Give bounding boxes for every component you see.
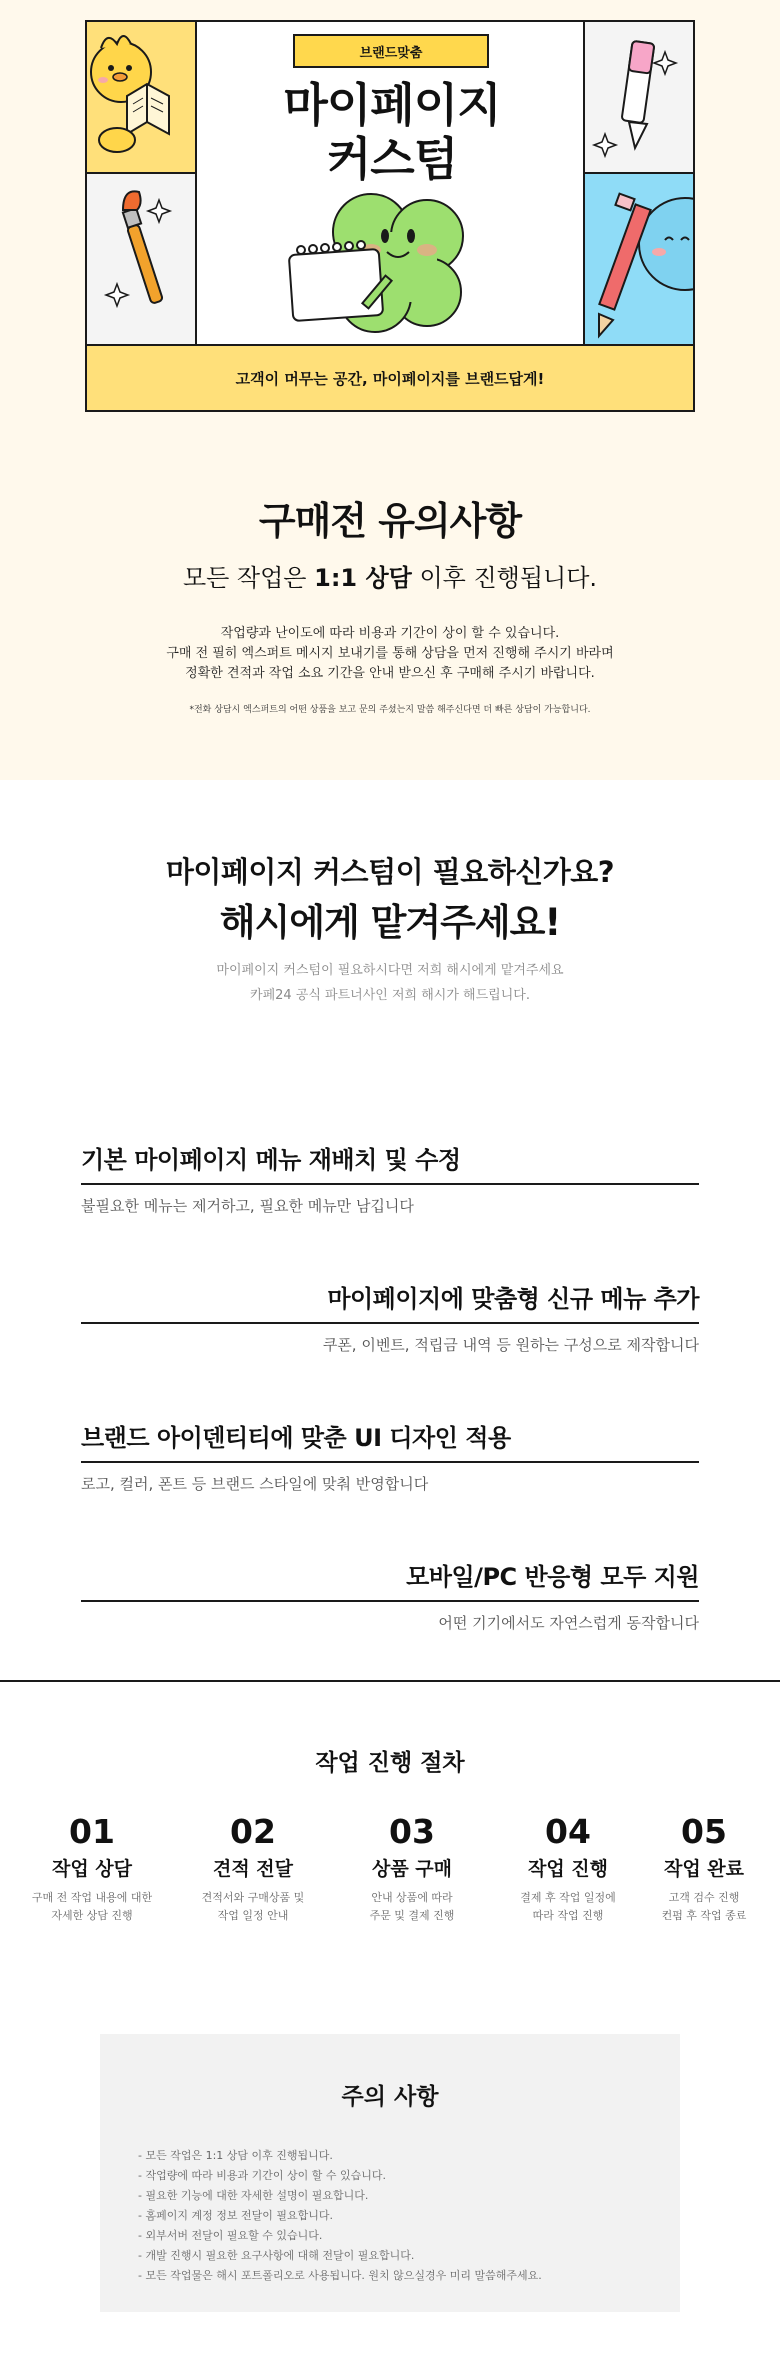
feature-item [81,1140,699,1216]
caution-item: - 개발 진행시 필요한 요구사항에 대해 전달이 필요합니다. [138,2249,415,2262]
step-desc-line: 작업 일정 안내 [217,1909,289,1922]
caution-item: - 모든 작업은 1:1 상담 이후 진행됩니다. [138,2149,333,2162]
caution-item: - 홈페이지 계정 정보 전달이 필요합니다. [138,2209,333,2222]
feature-desc: 불필요한 메뉴는 제거하고, 필요한 메뉴만 남깁니다 [81,1197,414,1215]
caution-box [100,2034,680,2312]
pen-icon [585,22,693,174]
process-step [634,1814,774,1925]
notice-subtitle [0,558,780,593]
step-desc-line: 견적서와 구매상품 및 [201,1891,305,1904]
step-desc-line: 자세한 상담 진행 [51,1909,133,1922]
step-desc-line: 결제 후 작업 일정에 [520,1891,616,1904]
step-desc [342,1889,482,1925]
step-number: 01 [69,1812,115,1851]
step-name: 견적 전달 [212,1858,294,1880]
feature-desc: 쿠폰, 이벤트, 적립금 내역 등 원하는 구성으로 제작합니다 [322,1336,699,1354]
step-desc-line: 따라 작업 진행 [532,1909,604,1922]
caution-item: - 모든 작업물은 해시 포트폴리오로 사용됩니다. 원치 않으실경우 미리 말씀해주세요. [138,2269,542,2282]
step-number: 05 [681,1812,727,1851]
step-number: 04 [545,1812,591,1851]
notice-subtitle-prefix: 모든 작업은 [182,564,315,592]
notice-body-line: 구매 전 필히 엑스퍼트 메시지 보내기를 통해 상담을 먼저 진행해 주시기 바라며 [166,646,614,661]
process-title: 작업 진행 절차 [315,1750,465,1776]
hero-title-line2: 커스텀 [326,132,458,186]
feature-title: 브랜드 아이덴티티에 맞춘 UI 디자인 적용 [81,1418,699,1463]
feature-title: 마이페이지에 맞춤형 신규 메뉴 추가 [81,1279,699,1324]
feature-item [81,1557,699,1633]
feature-desc: 어떤 기기에서도 자연스럽게 동작합니다 [438,1614,699,1632]
intro-description [0,958,780,1008]
caution-list [138,2146,542,2286]
step-name: 작업 상담 [51,1858,133,1880]
process-step [22,1814,162,1925]
paintbrush-icon [87,174,197,346]
hero-title [197,78,587,186]
caution-section [0,1984,780,2312]
step-name: 상품 구매 [371,1858,453,1880]
intro-desc-line: 카페24 공식 파트너사인 저희 해시가 해드립니다. [250,988,530,1003]
step-number: 02 [230,1812,276,1851]
duck-panel [87,22,197,174]
notice-subtitle-bold: 1:1 상담 [314,564,412,592]
duck-reading-icon [87,22,197,174]
notice-body-line: 작업량과 난이도에 따라 비용과 기간이 상이 할 수 있습니다. [220,626,560,641]
process-step [183,1814,323,1925]
sparkle-icon [654,52,676,74]
pencil-panel [583,174,693,346]
feature-title: 기본 마이페이지 메뉴 재배치 및 수정 [81,1140,699,1185]
caution-title: 주의 사항 [341,2084,439,2110]
intro-desc-line: 마이페이지 커스텀이 필요하시다면 저희 해시에게 맡겨주세요 [216,963,564,978]
feature-title: 모바일/PC 반응형 모두 지원 [81,1557,699,1602]
step-name: 작업 완료 [663,1858,745,1880]
process-section [0,1682,780,1984]
caution-item: - 외부서버 전달이 필요할 수 있습니다. [138,2229,323,2242]
hero-section [0,0,780,780]
hero-title-line1: 마이페이지 [283,78,501,132]
feature-item [81,1418,699,1494]
intro-cta: 해시에게 맡겨주세요! [219,901,561,944]
feature-item [81,1279,699,1355]
step-desc-line: 구매 전 작업 내용에 대한 [31,1891,153,1904]
pen-panel [583,22,693,174]
hero-badge: 브랜드맞춤 [293,34,489,68]
notice-subtitle-suffix: 이후 진행됩니다. [411,564,598,592]
step-desc-line: 안내 상품에 따라 [371,1891,453,1904]
sparkle-icon [148,200,170,222]
step-desc [183,1889,323,1925]
step-desc [634,1889,774,1925]
clover-mascot-icon [287,192,507,342]
step-desc-line: 고객 검수 진행 [668,1891,740,1904]
notice-body-line: 정확한 견적과 작업 소요 기간을 안내 받으신 후 구매해 주시기 바랍니다. [185,666,595,681]
step-desc [498,1889,638,1925]
process-step [498,1814,638,1925]
caution-item: - 작업량에 따라 비용과 기간이 상이 할 수 있습니다. [138,2169,386,2182]
notice-small-print: *전화 상담시 엑스퍼트의 어떤 상품을 보고 문의 주셨는지 말씀 해주신다면 더 빠른 상담이 가능합니다. [189,705,591,715]
brush-panel [87,174,197,346]
hero-card [85,20,695,412]
step-number: 03 [389,1812,435,1851]
features-section [0,1080,780,1682]
step-desc-line: 주문 및 결제 진행 [369,1909,455,1922]
pencil-icon [585,174,693,346]
step-name: 작업 진행 [527,1858,609,1880]
step-desc [22,1889,162,1925]
process-step [342,1814,482,1925]
intro-section [0,780,780,1080]
notice-title: 구매전 유의사항 [258,499,522,543]
intro-question: 마이페이지 커스텀이 필요하신가요? [165,855,615,889]
caution-item: - 필요한 기능에 대한 자세한 설명이 필요합니다. [138,2189,369,2202]
hero-banner: 고객이 머무는 공간, 마이페이지를 브랜드답게! [87,344,693,410]
step-desc-line: 컨펌 후 작업 종료 [661,1909,747,1922]
feature-desc: 로고, 컬러, 폰트 등 브랜드 스타일에 맞춰 반영합니다 [81,1475,429,1493]
notice-body [0,624,780,684]
